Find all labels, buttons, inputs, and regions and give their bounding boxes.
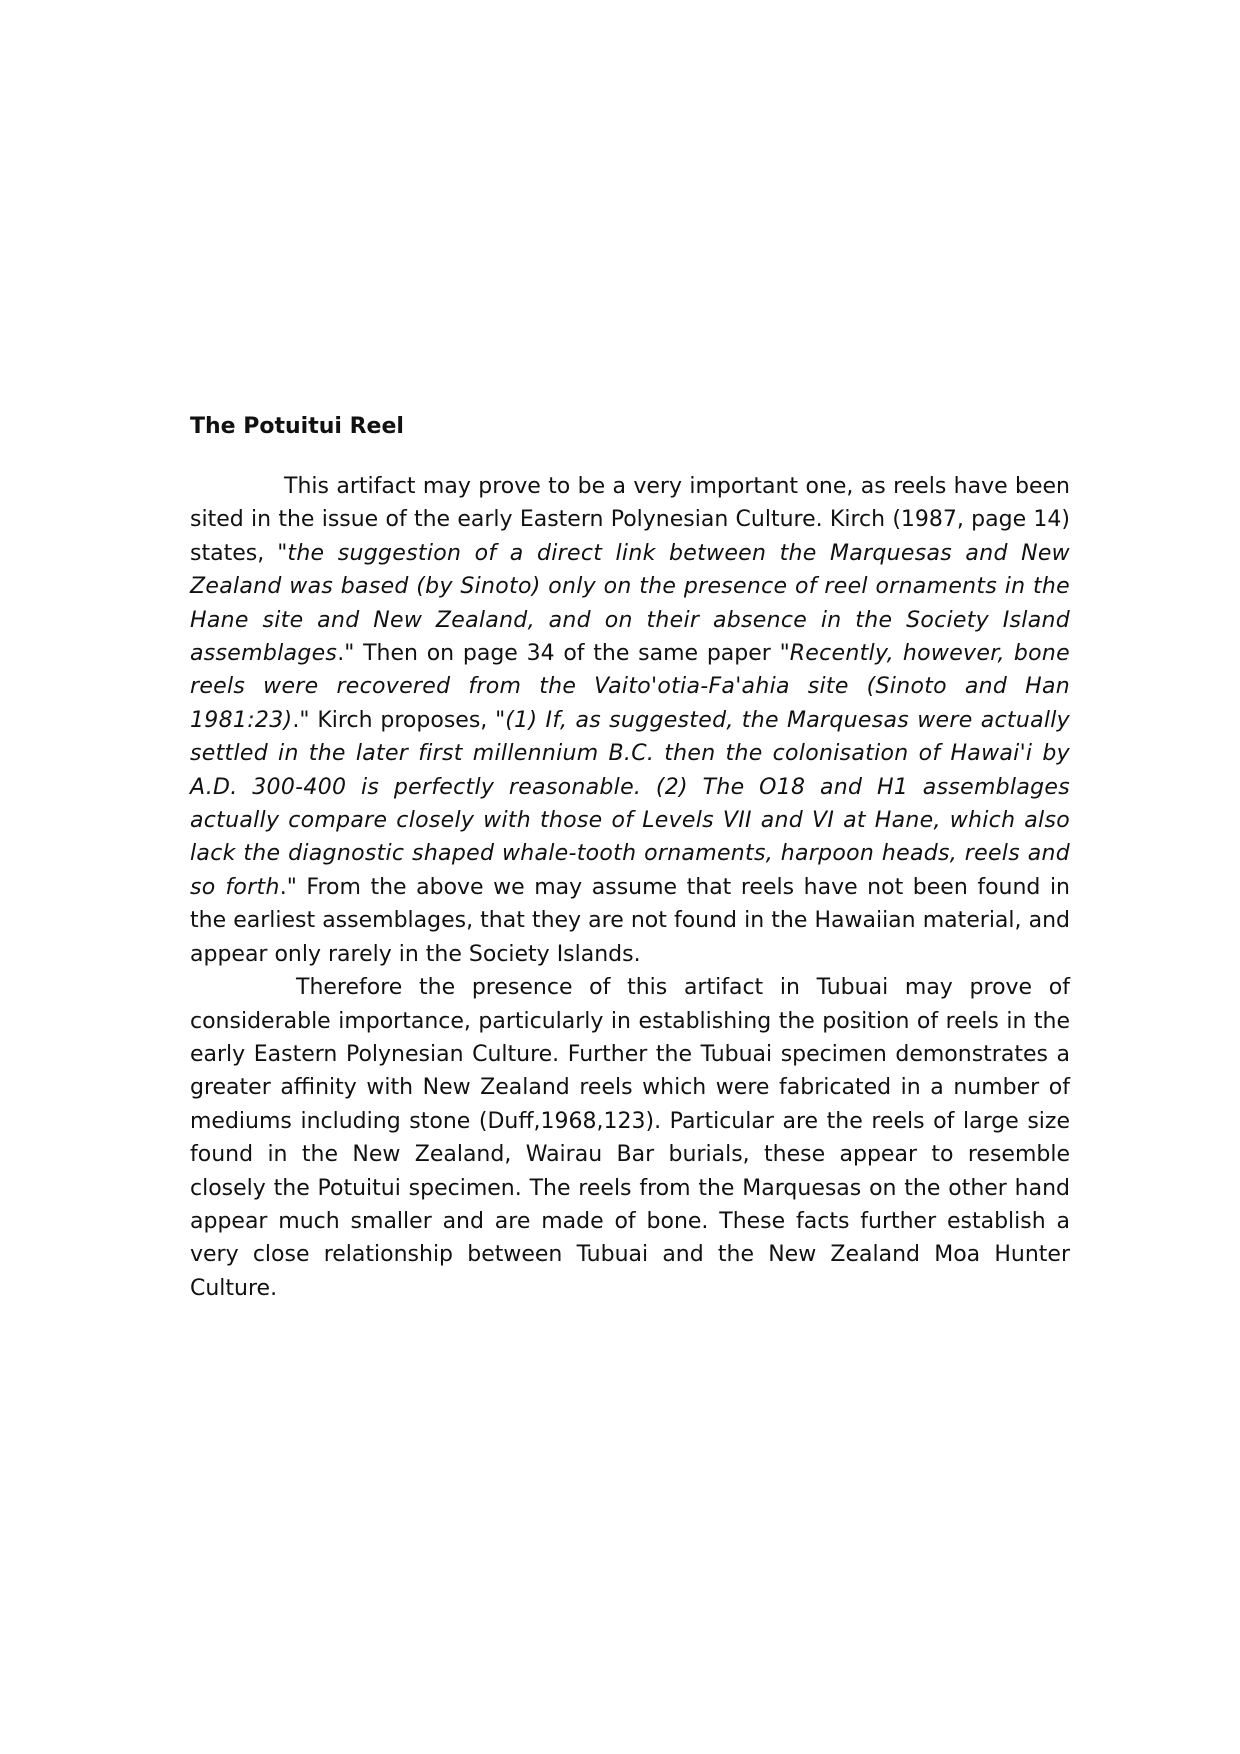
paragraph-1-text: ." From the above we may assume that reels have not been found in the earliest assemblages, that they are not found in the Hawaiian material, and appear only rarely in the Society Islands. xyxy=(190,874,1070,967)
paragraph-1-text: ." Then on page 34 of the same paper " xyxy=(337,641,790,667)
quote-kirch-1: the suggestion of a direct link between the Marquesas and New Zealand was based (by Sinoto) only on the presence of reel ornaments in the Hane site and New Zealand, and on their absence in the Society Island assemblages xyxy=(190,540,1070,667)
quote-kirch-2: Recently, however, bone reels were recovered from the Vaito'otia-Fa'ahia site (Sinoto and Han 1981:23) xyxy=(190,641,1070,733)
paragraph-1 xyxy=(190,470,1070,971)
paragraph-1-text: This artifact may prove to be a very important one, as reels have been sited in the issue of the early Eastern Polynesian Culture. Kirch (1987, page 14) states, " xyxy=(190,474,1070,566)
quote-kirch-3: (1) If, as suggested, the Marquesas were actually settled in the later first millennium B.C. then the colonisation of Hawai'i by A.D. 300-400 is perfectly reasonable. (2) The O18 and H1 assemblages actually compare closely with those of Levels VII and VI at Hane, which also lack the diagnostic shaped whale-tooth ornaments, harpoon heads, reels and so forth xyxy=(190,707,1070,900)
document-body xyxy=(190,412,1070,1305)
paragraph-1-text: ." Kirch proposes, " xyxy=(292,707,506,733)
section-heading: The Potuitui Reel xyxy=(190,414,404,439)
paragraph-2: Therefore the presence of this artifact in Tubuai may prove of considerable importance, particularly in establishing the position of reels in the early Eastern Polynesian Culture. Further the Tubuai specimen demonstrates a greater affinity with New Zealand reels which were fabricated in a number of mediums including stone (Duff,1968,123). Particular are the reels of large size found in the New Zealand, Wairau Bar burials, these appear to resemble closely the Potuitui specimen. The reels from the Marquesas on the other hand appear much smaller and are made of bone. These facts further establish a very close relationship between Tubuai and the New Zealand Moa Hunter Culture. xyxy=(190,975,1070,1301)
